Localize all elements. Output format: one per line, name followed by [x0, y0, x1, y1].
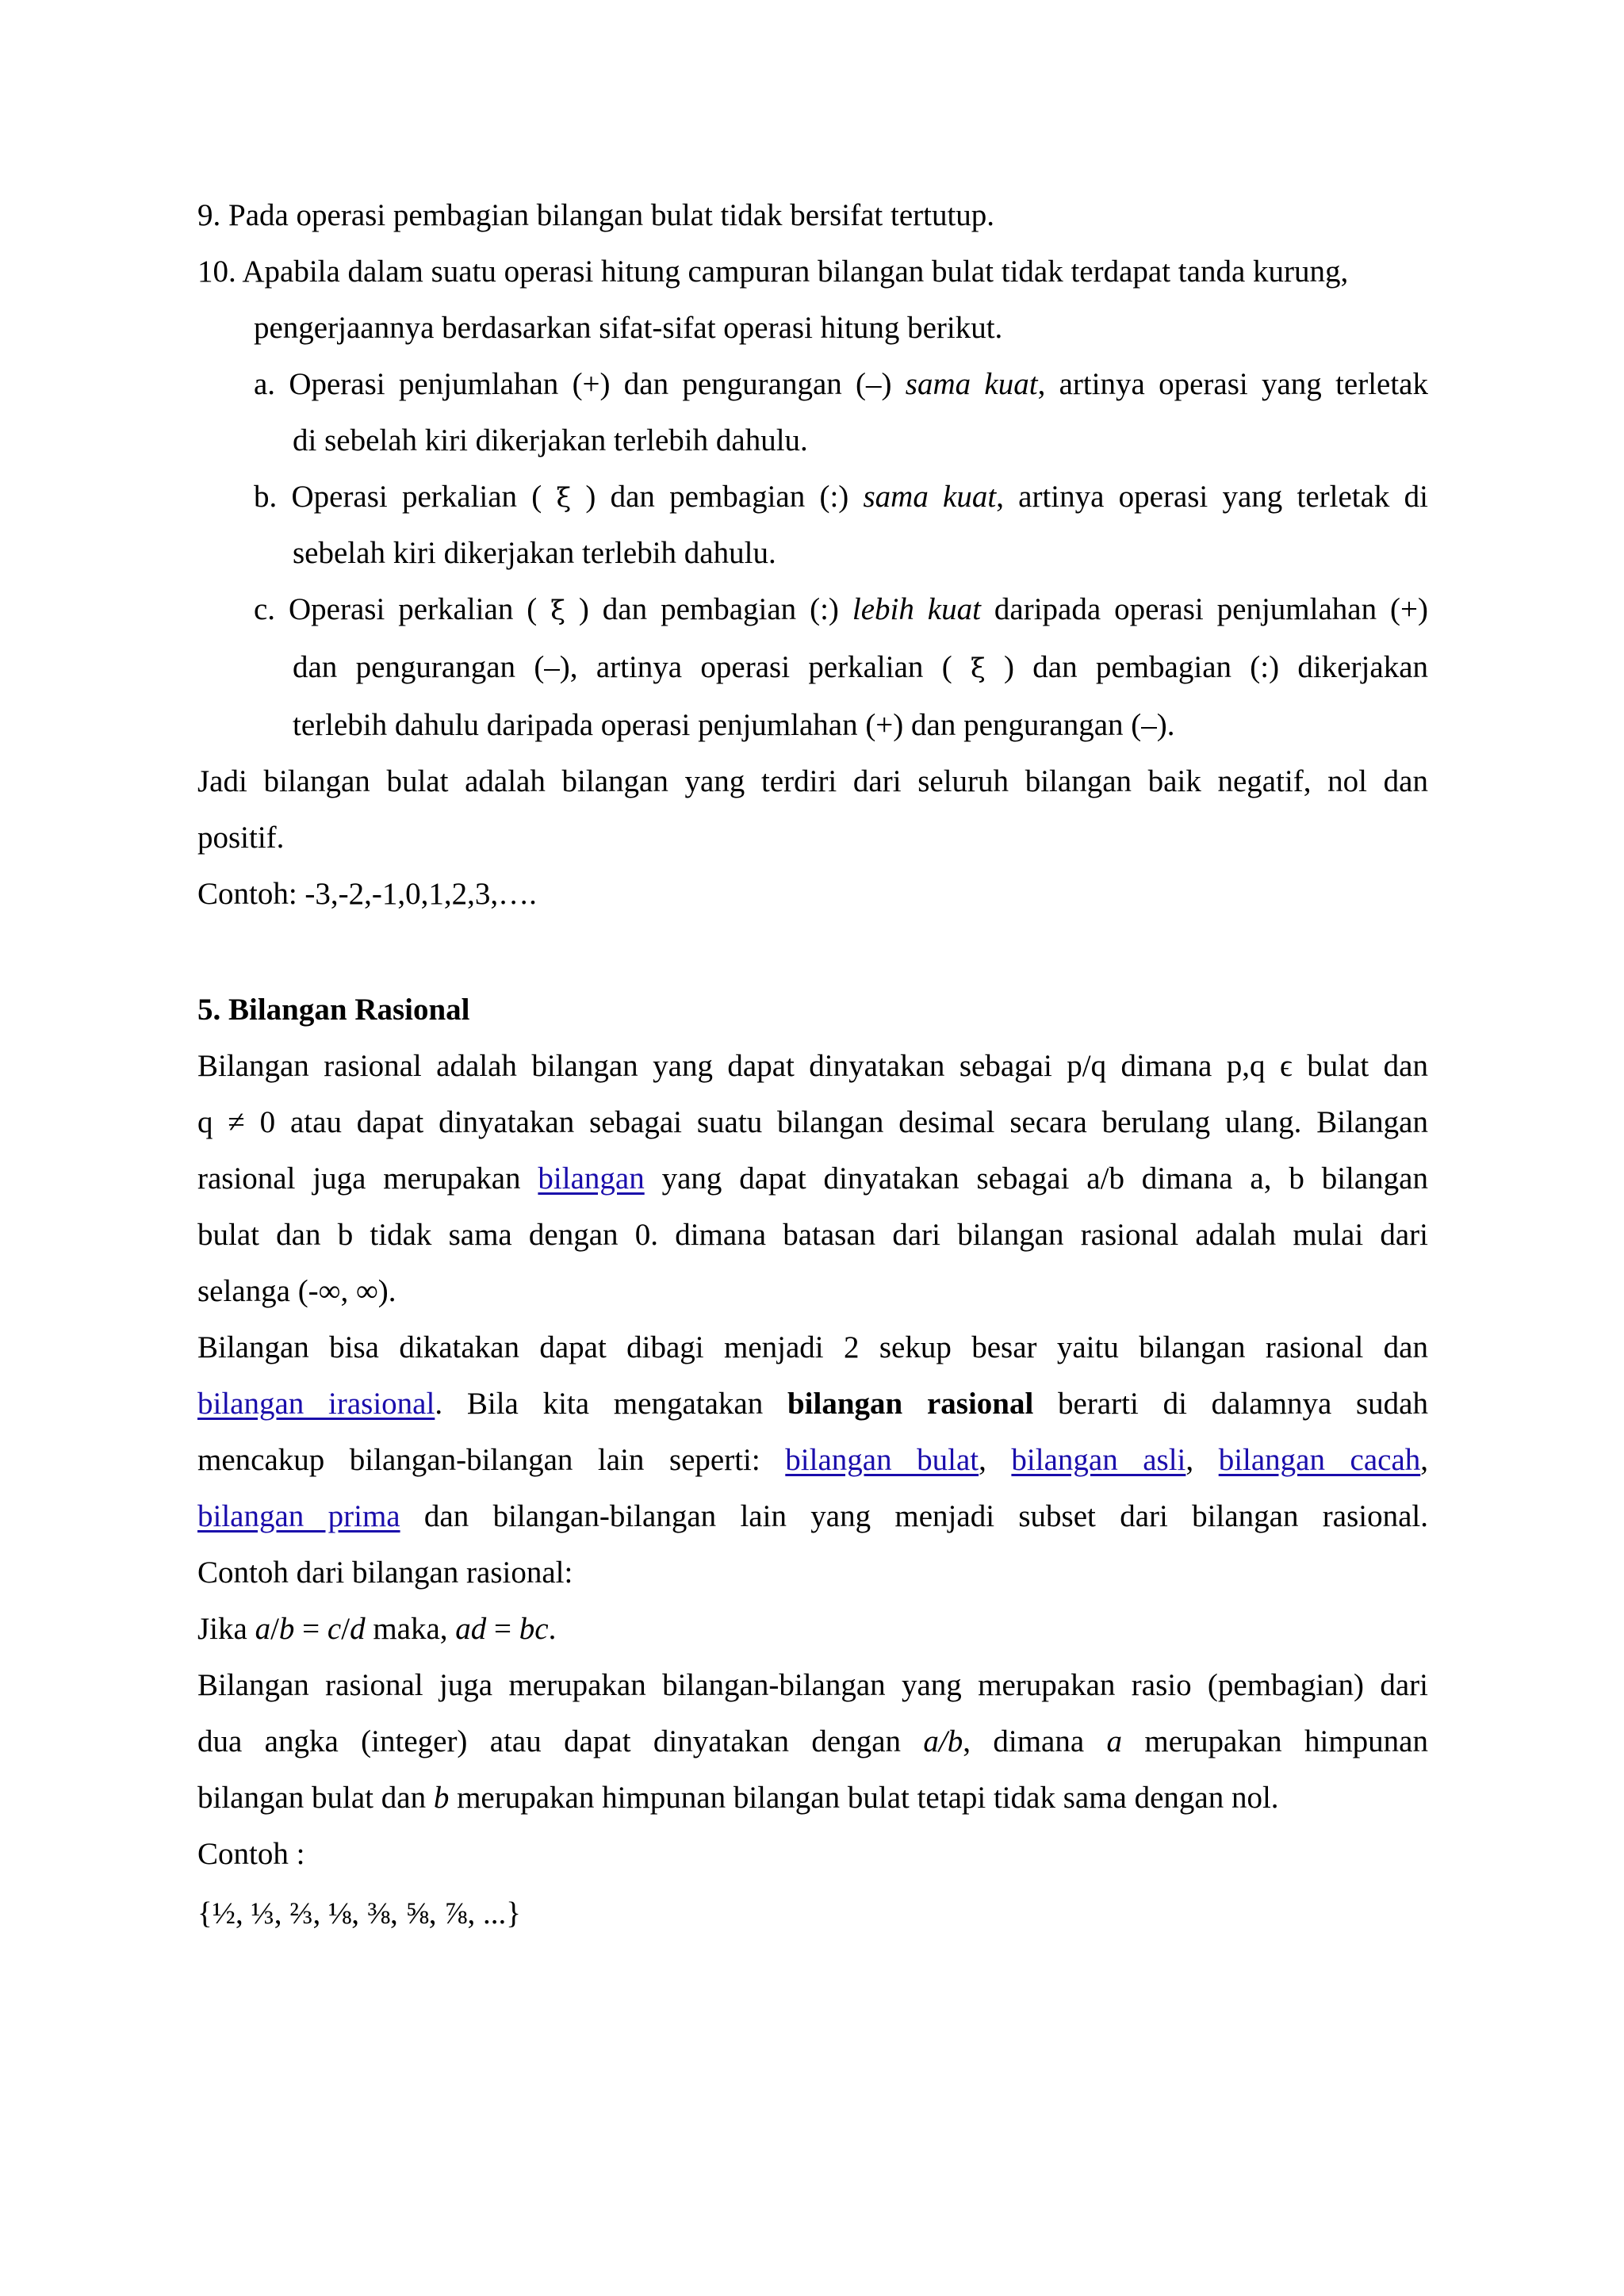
summary-example-text: Contoh: -3,-2,-1,0,1,2,3,….: [197, 877, 537, 911]
sub-item-c-emphasis: lebih kuat: [852, 592, 981, 626]
var-a-over-b: a/b: [923, 1724, 963, 1758]
link-bilangan-bulat[interactable]: bilangan bulat: [785, 1443, 979, 1477]
var-a: a: [255, 1612, 271, 1646]
sub-item-b-text-2: sebelah kiri dikerjakan terlebih dahulu.: [293, 536, 776, 570]
sub-item-a-continuation: [293, 421, 1428, 461]
multiply-symbol: ξ: [550, 595, 565, 626]
equals: =: [294, 1612, 327, 1646]
sub-item-c: [254, 590, 1428, 629]
sub-item-b-text-end: , artinya operasi yang terletak di: [996, 480, 1428, 514]
example-label-text: Contoh :: [197, 1837, 305, 1871]
summary-example: [197, 874, 1428, 914]
var-a: a: [1106, 1724, 1123, 1758]
link-bilangan-asli[interactable]: bilangan asli: [1011, 1443, 1186, 1477]
paragraph-2-text-2: . Bila kita mengatakan: [435, 1387, 787, 1421]
equals: =: [486, 1612, 519, 1646]
paragraph-1-text-1: Bilangan rasional adalah bilangan yang dapat dinyatakan sebagai p/q dimana p,q ϵ bulat dan: [197, 1049, 1428, 1083]
example-label: [197, 1835, 1428, 1874]
slash: /: [341, 1612, 350, 1646]
slash: /: [270, 1612, 279, 1646]
paragraph-2-text-3: mencakup bilangan-bilangan lain seperti:: [197, 1443, 786, 1477]
paragraph-1-text-3-end: yang dapat dinyatakan sebagai a/b dimana a, b bilangan: [644, 1161, 1428, 1196]
sub-item-c-text-mid: ) dan pembagian (:): [565, 592, 852, 626]
summary-line: [197, 762, 1428, 802]
var-bc: bc: [519, 1612, 549, 1646]
link-bilangan-cacah[interactable]: bilangan cacah: [1218, 1443, 1421, 1477]
paragraph-3-line-1: [197, 1666, 1428, 1705]
summary-text-2: positif.: [197, 821, 285, 855]
formula-text-mid: maka,: [365, 1612, 456, 1646]
paragraph-2-text-5: Contoh dari bilangan rasional:: [197, 1556, 573, 1590]
bold-bilangan-rasional: bilangan rasional: [787, 1387, 1034, 1421]
sub-item-a: [254, 365, 1428, 404]
separator: ,: [979, 1443, 1012, 1477]
sub-item-b-emphasis: sama kuat: [863, 480, 997, 514]
paragraph-3-text-2-end: merupakan himpunan: [1122, 1724, 1428, 1758]
sub-item-c-text-2-end: ) dan pembagian (:) dikerjakan: [985, 650, 1429, 684]
var-d: d: [350, 1612, 366, 1646]
paragraph-2-text-1: Bilangan bisa dikatakan dapat dibagi menjadi 2 sekup besar yaitu bilangan rasional dan: [197, 1330, 1428, 1364]
link-bilangan-irasional[interactable]: bilangan irasional: [197, 1387, 435, 1421]
paragraph-1-text-3: rasional juga merupakan: [197, 1161, 538, 1196]
var-c: c: [327, 1612, 342, 1646]
paragraph-2-line-5: [197, 1553, 1428, 1593]
sub-item-a-text-end: , artinya operasi yang terletak: [1037, 367, 1428, 401]
sub-item-b-continuation: [293, 534, 1428, 573]
sub-item-c-continuation-2: [293, 706, 1428, 745]
paragraph-1-line-2: [197, 1103, 1428, 1142]
sub-item-a-text-2: di sebelah kiri dikerjakan terlebih dahulu.: [293, 423, 808, 457]
paragraph-1-line-5: [197, 1272, 1428, 1311]
paragraph-1-line-4: [197, 1215, 1428, 1255]
formula-text: Jika: [197, 1612, 255, 1646]
sub-item-c-text: c. Operasi perkalian (: [254, 592, 551, 626]
sub-item-c-text-end: daripada operasi penjumlahan (+): [980, 592, 1429, 626]
link-bilangan[interactable]: bilangan: [538, 1161, 645, 1196]
example-set: [197, 1894, 1428, 1934]
paragraph-2-line-2: [197, 1384, 1428, 1424]
paragraph-1-text-5: selanga (-∞, ∞).: [197, 1274, 396, 1308]
sub-item-b: [254, 477, 1428, 517]
paragraph-2-line-3: [197, 1441, 1428, 1480]
multiply-symbol: ξ: [556, 482, 572, 514]
section-heading: [197, 990, 1428, 1030]
paragraph-3-text-1: Bilangan rasional juga merupakan bilangan-bilangan yang merupakan rasio (pembagian) dari: [197, 1668, 1428, 1702]
sub-item-a-emphasis: sama kuat: [905, 367, 1038, 401]
formula-line: [197, 1609, 1428, 1649]
paragraph-1-text-2: q ≠ 0 atau dapat dinyatakan sebagai suatu bilangan desimal secara berulang ulang. Bilangan: [197, 1105, 1428, 1139]
paragraph-1-text-4: bulat dan b tidak sama dengan 0. dimana batasan dari bilangan rasional adalah mulai dari: [197, 1218, 1428, 1252]
example-set-text: {½, ⅓, ⅔, ⅛, ⅜, ⅝, ⅞, ...}: [197, 1896, 521, 1931]
paragraph-1-line-3: [197, 1159, 1428, 1199]
paragraph-2-text-2-end: berarti di dalamnya sudah: [1033, 1387, 1428, 1421]
sub-item-a-text: a. Operasi penjumlahan (+) dan pengurangan (–): [254, 367, 906, 401]
paragraph-3-line-3: [197, 1778, 1428, 1818]
list-item-10-continuation: [254, 308, 1428, 348]
list-item-9: [197, 196, 1428, 235]
var-b: b: [433, 1781, 450, 1815]
sub-item-b-text: b. Operasi perkalian (: [254, 480, 557, 514]
paragraph-3-line-2: [197, 1722, 1428, 1762]
link-bilangan-prima[interactable]: bilangan prima: [197, 1499, 400, 1533]
section-heading-text: 5. Bilangan Rasional: [197, 993, 470, 1027]
separator: ,: [1420, 1443, 1429, 1477]
sub-item-c-text-2: dan pengurangan (–), artinya operasi perkalian (: [293, 650, 971, 684]
summary-text: Jadi bilangan bulat adalah bilangan yang terdiri dari seluruh bilangan baik negatif, nol dan: [197, 764, 1428, 798]
paragraph-2-text-4: dan bilangan-bilangan lain yang menjadi subset dari bilangan rasional.: [400, 1499, 1428, 1533]
sub-item-b-text-mid: ) dan pembagian (:): [571, 480, 864, 514]
list-item-10-text-2: pengerjaannya berdasarkan sifat-sifat operasi hitung berikut.: [254, 311, 1003, 345]
var-b: b: [278, 1612, 295, 1646]
paragraph-3-text-2: dua angka (integer) atau dapat dinyatakan dengan: [197, 1724, 924, 1758]
formula-end: .: [548, 1612, 557, 1646]
var-ad: ad: [455, 1612, 487, 1646]
list-item-9-text: 9. Pada operasi pembagian bilangan bulat tidak bersifat tertutup.: [197, 198, 995, 232]
paragraph-2-line-1: [197, 1328, 1428, 1368]
list-item-10-text: 10. Apabila dalam suatu operasi hitung campuran bilangan bulat tidak terdapat tanda kurung,: [197, 254, 1349, 289]
paragraph-3-text-2-mid: , dimana: [963, 1724, 1107, 1758]
summary-line-2: [197, 818, 1428, 858]
paragraph-3-text-3-end: merupakan himpunan bilangan bulat tetapi tidak sama dengan nol.: [449, 1781, 1279, 1815]
separator: ,: [1185, 1443, 1219, 1477]
list-item-10: [197, 252, 1428, 292]
paragraph-1-line-1: [197, 1047, 1428, 1086]
sub-item-c-continuation: [293, 648, 1428, 687]
sub-item-c-text-3: terlebih dahulu daripada operasi penjumlahan (+) dan pengurangan (–).: [293, 708, 1175, 742]
multiply-symbol: ξ: [971, 652, 986, 684]
paragraph-3-text-3: bilangan bulat dan: [197, 1781, 434, 1815]
paragraph-2-line-4: [197, 1497, 1428, 1536]
